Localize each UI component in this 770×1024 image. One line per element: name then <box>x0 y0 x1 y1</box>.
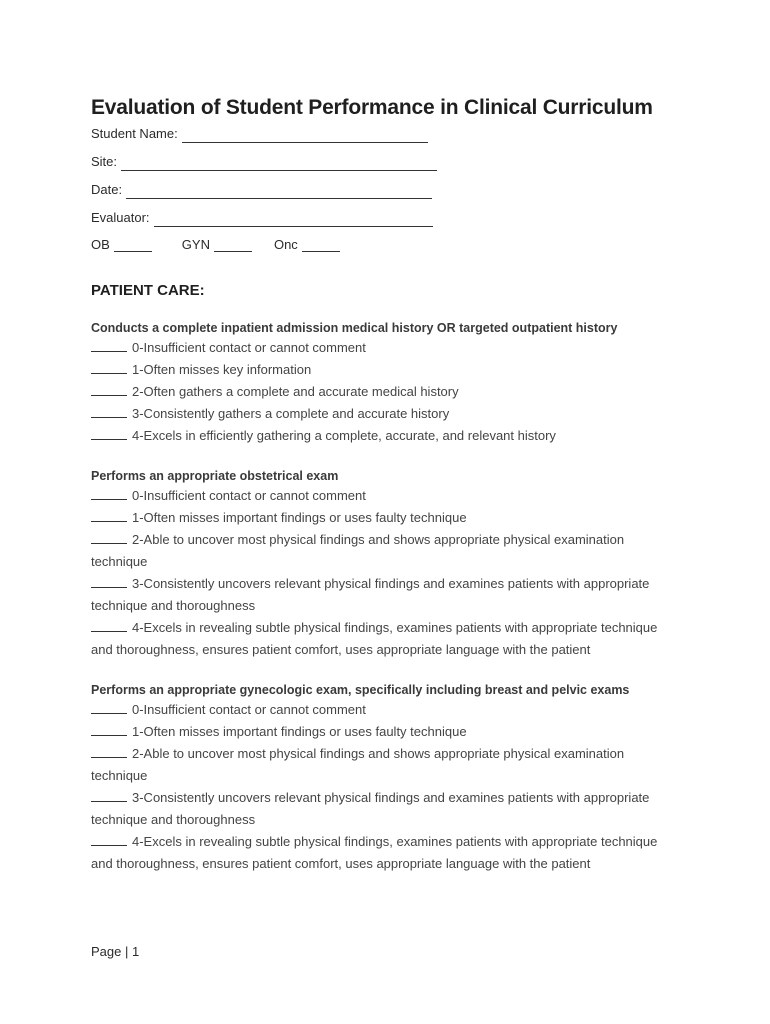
service-onc-label: Onc <box>273 237 298 252</box>
student-name-blank[interactable] <box>182 128 428 143</box>
rating-label: 4-Excels in revealing subtle physical findings, examines patients with appropriate technique and thoroughness, ensures patient comfort, uses appropriate language with the patient <box>91 620 658 657</box>
rating-label: 4-Excels in efficiently gathering a complete, accurate, and relevant history <box>132 428 556 443</box>
date-label: Date: <box>91 182 123 197</box>
rating-label: 1-Often misses key information <box>132 362 312 377</box>
rating-label: 3-Consistently uncovers relevant physical findings and examines patients with appropriate technique and thoroughness <box>91 576 650 613</box>
section-title: PATIENT CARE: <box>91 282 205 299</box>
rating-option <box>91 743 681 787</box>
rating-blank[interactable] <box>91 833 127 846</box>
service-ob-blank[interactable] <box>114 238 152 252</box>
service-gyn-label: GYN <box>181 237 210 252</box>
rating-option <box>91 337 681 359</box>
rating-label: 3-Consistently gathers a complete and accurate history <box>132 406 450 421</box>
rating-option <box>91 381 681 403</box>
rating-option <box>91 831 681 875</box>
rating-option <box>91 403 681 425</box>
rating-label: 0-Insufficient contact or cannot comment <box>132 340 366 355</box>
rating-blank[interactable] <box>91 619 127 632</box>
criterion-title: Performs an appropriate obstetrical exam <box>91 469 339 483</box>
criterion-title: Conducts a complete inpatient admission medical history OR targeted outpatient history <box>91 321 618 335</box>
rating-label: 0-Insufficient contact or cannot comment <box>132 488 366 503</box>
date-blank[interactable] <box>126 184 432 199</box>
site-label: Site: <box>91 154 118 169</box>
criterion-block <box>91 319 681 447</box>
rating-option <box>91 699 681 721</box>
rating-blank[interactable] <box>91 509 127 522</box>
rating-option <box>91 573 681 617</box>
evaluator-label: Evaluator: <box>91 210 150 225</box>
site-field <box>91 153 681 171</box>
rating-label: 0-Insufficient contact or cannot comment <box>132 702 366 717</box>
document-page <box>91 95 681 875</box>
rating-blank[interactable] <box>91 723 127 736</box>
service-ob <box>91 237 152 252</box>
page-footer: Page | 1 <box>91 944 140 959</box>
rating-label: 4-Excels in revealing subtle physical findings, examines patients with appropriate technique and thoroughness, ensures patient comfort, uses appropriate language with the patient <box>91 834 658 871</box>
rating-blank[interactable] <box>91 361 127 374</box>
rating-option <box>91 425 681 447</box>
rating-label: 2-Able to uncover most physical findings and shows appropriate physical examination technique <box>91 746 625 783</box>
rating-blank[interactable] <box>91 405 127 418</box>
service-ob-label: OB <box>91 237 110 252</box>
site-blank[interactable] <box>121 156 437 171</box>
criteria-list <box>91 319 681 875</box>
rating-blank[interactable] <box>91 789 127 802</box>
service-onc <box>274 237 340 252</box>
criterion-title: Performs an appropriate gynecologic exam, specifically including breast and pelvic exams <box>91 683 630 697</box>
rating-option <box>91 787 681 831</box>
rating-option <box>91 617 681 661</box>
evaluator-field <box>91 209 681 227</box>
rating-label: 2-Often gathers a complete and accurate medical history <box>132 384 459 399</box>
rating-label: 3-Consistently uncovers relevant physical findings and examines patients with appropriate technique and thoroughness <box>91 790 650 827</box>
service-gyn <box>182 237 252 252</box>
rating-blank[interactable] <box>91 575 127 588</box>
rating-label: 1-Often misses important findings or uses faulty technique <box>132 724 467 739</box>
rating-option <box>91 529 681 573</box>
rating-option <box>91 485 681 507</box>
rating-blank[interactable] <box>91 745 127 758</box>
rating-option <box>91 359 681 381</box>
rating-label: 1-Often misses important findings or uses faulty technique <box>132 510 467 525</box>
rating-blank[interactable] <box>91 487 127 500</box>
date-field <box>91 181 681 199</box>
service-gyn-blank[interactable] <box>214 238 252 252</box>
rating-option <box>91 507 681 529</box>
rating-option <box>91 721 681 743</box>
evaluator-blank[interactable] <box>154 212 433 227</box>
service-onc-blank[interactable] <box>302 238 340 252</box>
rating-blank[interactable] <box>91 701 127 714</box>
student-name-field <box>91 125 681 143</box>
rating-blank[interactable] <box>91 339 127 352</box>
service-row <box>91 237 681 252</box>
student-name-label: Student Name: <box>91 126 178 141</box>
criterion-block <box>91 467 681 661</box>
rating-blank[interactable] <box>91 531 127 544</box>
rating-blank[interactable] <box>91 383 127 396</box>
document-title: Evaluation of Student Performance in Clinical Curriculum <box>91 96 653 119</box>
criterion-block <box>91 681 681 875</box>
rating-blank[interactable] <box>91 427 127 440</box>
rating-label: 2-Able to uncover most physical findings and shows appropriate physical examination technique <box>91 532 625 569</box>
